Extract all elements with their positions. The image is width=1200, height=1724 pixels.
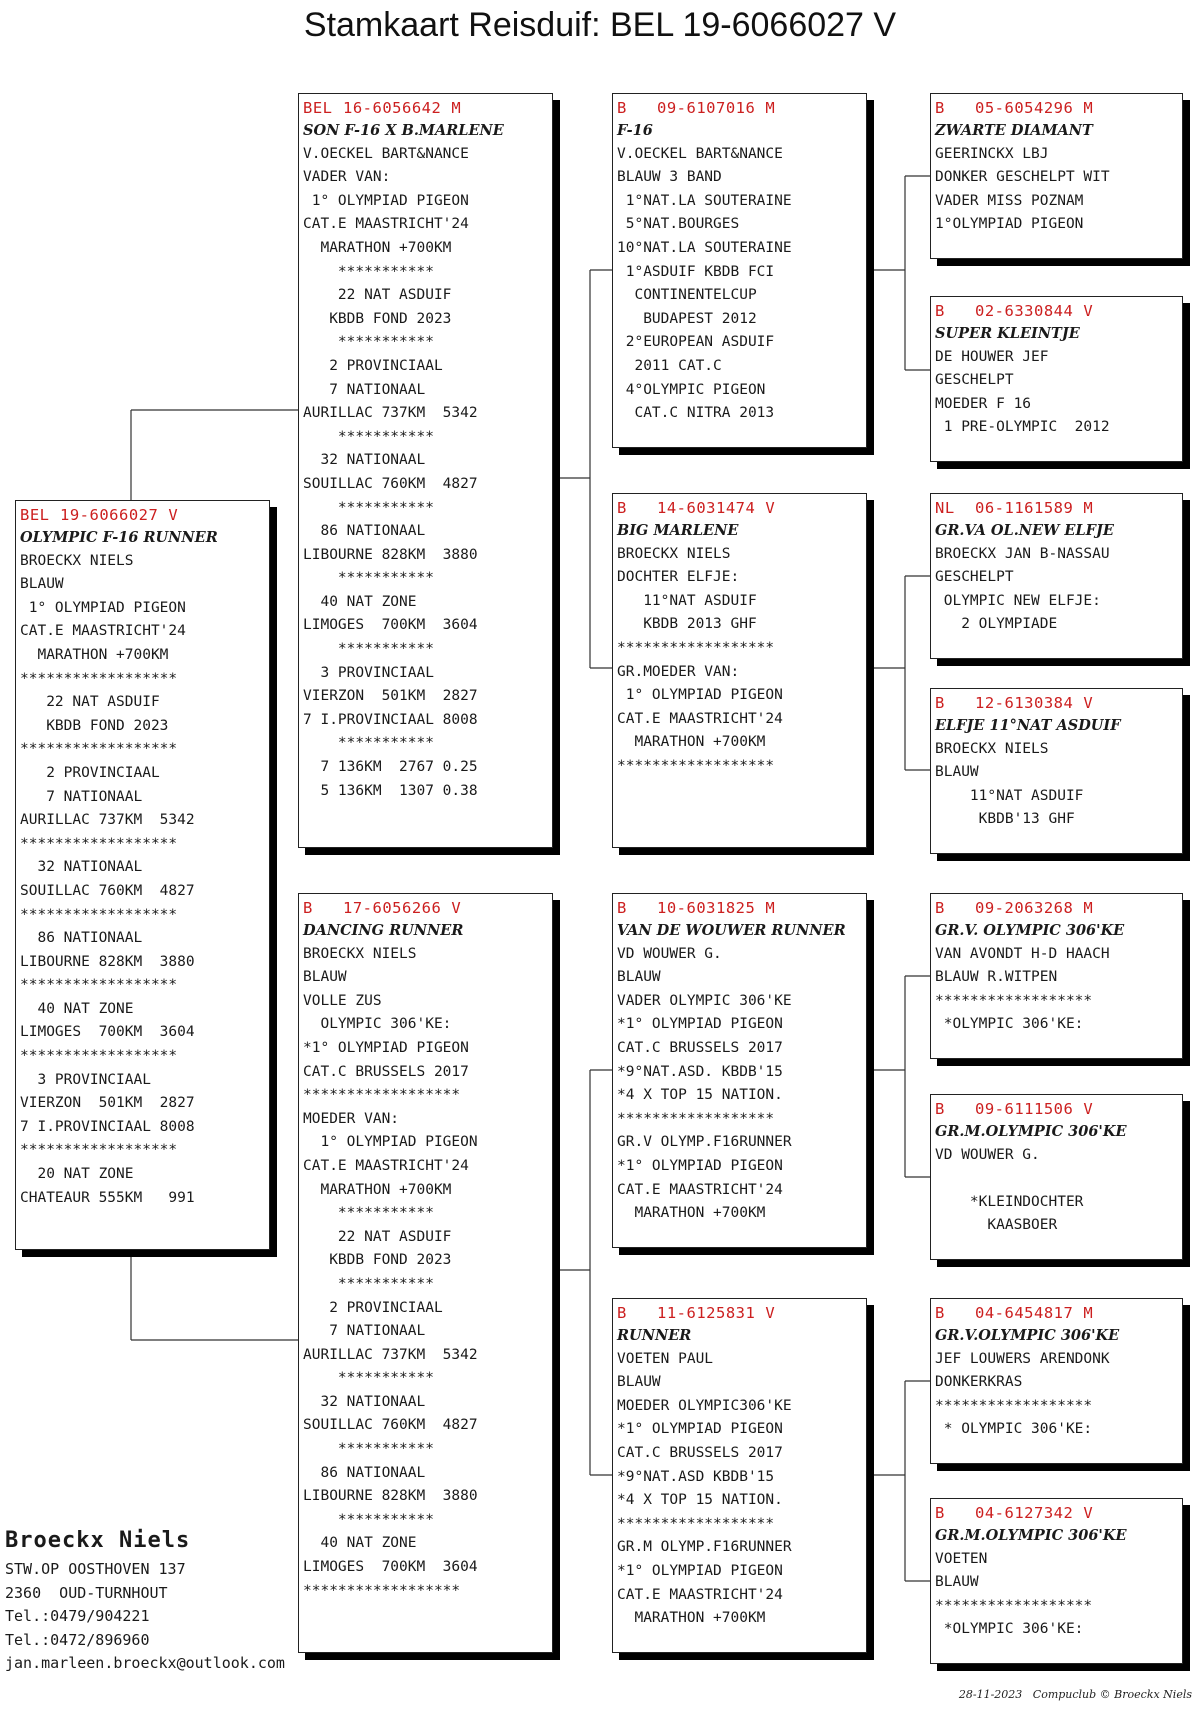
card-line: VOETEN PAUL: [617, 1350, 714, 1367]
ring-sex: V: [1083, 694, 1094, 712]
card-line: 20 NAT ZONE: [20, 1166, 134, 1183]
pigeon-name: GR.V.OLYMPIC 306'KE: [935, 1327, 1120, 1344]
card-line: VIERZON 501KM 2827: [303, 688, 478, 705]
card-line: VADER VAN:: [303, 169, 391, 186]
ring-number: 04-6127342: [975, 1504, 1074, 1522]
card-line: LIMOGES 700KM 3604: [303, 1559, 478, 1576]
pigeon-name: F-16: [617, 122, 653, 139]
ring-country: B: [935, 1304, 945, 1322]
footer-credit: 28-11-2023 Compuclub © Broeckx Niels: [958, 1688, 1192, 1701]
card-line: CONTINENTELCUP: [617, 287, 757, 304]
owner-name: Broeckx Niels: [5, 1528, 191, 1553]
owner-address: STW.OP OOSTHOVEN 137: [5, 1560, 186, 1578]
card-line: KBDB FOND 2023: [303, 310, 452, 327]
ring-country: BEL: [303, 99, 333, 117]
card-line: ***********: [303, 1275, 434, 1292]
card-line: MOEDER F 16: [935, 395, 1032, 412]
ring-header: [20, 504, 265, 526]
card-line: ***********: [303, 263, 434, 280]
card-line: 86 NATIONAAL: [303, 523, 426, 540]
card-line: OLYMPIC NEW ELFJE:: [935, 592, 1101, 609]
card-line: ******************: [20, 741, 178, 758]
card-line: OLYMPIC 306'KE:: [303, 1016, 452, 1033]
card-line: BUDAPEST 2012: [617, 310, 757, 327]
card-line: *OLYMPIC 306'KE:: [935, 1016, 1084, 1033]
pigeon-name: GR.V. OLYMPIC 306'KE: [935, 922, 1125, 939]
card-line: ******************: [617, 757, 775, 774]
card-line: ******************: [303, 1087, 461, 1104]
ring-number: 09-6107016: [657, 99, 756, 117]
pedigree-card-mf: [612, 893, 867, 1248]
ring-header: [935, 1502, 1178, 1524]
pedigree-card-fm: [612, 493, 867, 848]
pedigree-card-mff: [930, 893, 1183, 1059]
pigeon-name: DANCING RUNNER: [303, 922, 464, 939]
card-line: BLAUW: [20, 576, 64, 593]
ring-sex: M: [1083, 899, 1094, 917]
ring-country: B: [617, 899, 627, 917]
card-line: GESCHELPT: [935, 372, 1014, 389]
card-line: 7 136KM 2767 0.25: [303, 759, 478, 776]
ring-number: 16-6056642: [343, 99, 442, 117]
ring-country: B: [935, 1504, 945, 1522]
card-line: LIBOURNE 828KM 3880: [303, 546, 478, 563]
ring-sex: V: [1083, 1504, 1094, 1522]
card-line: 1° OLYMPIAD PIGEON: [617, 687, 783, 704]
ring-sex: V: [1083, 302, 1094, 320]
card-line: ***********: [303, 1441, 434, 1458]
card-line: ***********: [303, 334, 434, 351]
card-line: ******************: [935, 1597, 1093, 1614]
card-line: LIBOURNE 828KM 3880: [303, 1488, 478, 1505]
card-line: BROECKX NIELS: [617, 545, 731, 562]
pigeon-name: OLYMPIC F-16 RUNNER: [20, 529, 218, 546]
ring-header: [935, 692, 1178, 714]
card-line: ******************: [20, 977, 178, 994]
ring-country: B: [617, 1304, 627, 1322]
pigeon-name: GR.M.OLYMPIC 306'KE: [935, 1123, 1127, 1140]
card-line: LIMOGES 700KM 3604: [303, 617, 478, 634]
card-line: ***********: [303, 1370, 434, 1387]
card-line: CAT.C BRUSSELS 2017: [617, 1039, 783, 1056]
card-line: 1° OLYMPIAD PIGEON: [303, 1134, 478, 1151]
ring-sex: M: [765, 99, 776, 117]
card-line: *1° OLYMPIAD PIGEON: [617, 1562, 783, 1579]
ring-country: BEL: [20, 506, 50, 524]
card-line: 40 NAT ZONE: [20, 1000, 134, 1017]
card-line: V.OECKEL BART&NANCE: [303, 145, 469, 162]
ring-number: 02-6330844: [975, 302, 1074, 320]
ring-number: 14-6031474: [657, 499, 756, 517]
card-line: 2 OLYMPIADE: [935, 616, 1058, 633]
ring-country: B: [617, 99, 627, 117]
pigeon-name: BIG MARLENE: [617, 522, 739, 539]
card-line: 32 NATIONAAL: [303, 1393, 426, 1410]
card-line: *1° OLYMPIAD PIGEON: [617, 1016, 783, 1033]
card-line: ***********: [303, 1511, 434, 1528]
ring-header: [617, 497, 862, 519]
card-line: KBDB'13 GHF: [935, 811, 1075, 828]
card-line: ******************: [20, 835, 178, 852]
ring-sex: V: [765, 1304, 776, 1322]
card-line: 2°EUROPEAN ASDUIF: [617, 334, 775, 351]
card-line: * OLYMPIC 306'KE:: [935, 1421, 1093, 1438]
card-line: KAASBOER: [935, 1217, 1058, 1234]
ring-number: 19-6066027: [60, 506, 159, 524]
ring-header: [935, 1302, 1178, 1324]
card-line: V.OECKEL BART&NANCE: [617, 145, 783, 162]
card-line: VOLLE ZUS: [303, 992, 382, 1009]
card-line: VD WOUWER G.: [935, 1146, 1040, 1163]
card-line: AURILLAC 737KM 5342: [303, 1346, 478, 1363]
card-line: 86 NATIONAAL: [303, 1464, 426, 1481]
pedigree-card-subject: [15, 500, 270, 1250]
ring-header: [303, 97, 548, 119]
pedigree-card-fmf: [930, 493, 1183, 659]
ring-country: B: [935, 99, 945, 117]
pigeon-name: RUNNER: [617, 1327, 692, 1344]
card-line: 7 I.PROVINCIAAL 8008: [20, 1118, 195, 1135]
card-line: DONKERKRAS: [935, 1374, 1023, 1391]
card-line: *9°NAT.ASD. KBDB'15: [617, 1063, 783, 1080]
ring-sex: M: [765, 899, 776, 917]
card-line: 1°NAT.LA SOUTERAINE: [617, 192, 792, 209]
ring-header: [617, 97, 862, 119]
card-line: BLAUW: [617, 1374, 661, 1391]
card-line: 1° OLYMPIAD PIGEON: [303, 192, 469, 209]
pedigree-card-father: [298, 93, 553, 848]
ring-country: B: [617, 499, 627, 517]
card-line: MOEDER OLYMPIC306'KE: [617, 1397, 792, 1414]
owner-email: jan.marleen.broeckx@outlook.com: [5, 1654, 285, 1672]
pedigree-card-fff: [930, 93, 1183, 259]
card-line: CAT.E MAASTRICHT'24: [303, 216, 469, 233]
card-line: LIBOURNE 828KM 3880: [20, 953, 195, 970]
card-line: 2 PROVINCIAAL: [303, 357, 443, 374]
pedigree-card-mother: [298, 893, 553, 1653]
pedigree-card-mmf: [930, 1298, 1183, 1464]
card-line: GR.M OLYMP.F16RUNNER: [617, 1539, 792, 1556]
owner-block: [5, 1524, 335, 1676]
card-line: BLAUW 3 BAND: [617, 169, 722, 186]
ring-number: 17-6056266: [343, 899, 442, 917]
card-line: AURILLAC 737KM 5342: [303, 405, 478, 422]
card-line: MARATHON +700KM: [617, 1610, 766, 1627]
card-line: LIMOGES 700KM 3604: [20, 1024, 195, 1041]
card-line: KBDB 2013 GHF: [617, 616, 757, 633]
card-line: CAT.C BRUSSELS 2017: [617, 1444, 783, 1461]
card-line: DE HOUWER JEF: [935, 348, 1049, 365]
ring-country: B: [303, 899, 313, 917]
pedigree-card-ffm: [930, 296, 1183, 462]
ring-sex: M: [1083, 499, 1094, 517]
card-line: 3 PROVINCIAAL: [20, 1071, 151, 1088]
card-line: VAN AVONDT H-D HAACH: [935, 945, 1110, 962]
card-line: GR.V OLYMP.F16RUNNER: [617, 1134, 792, 1151]
card-line: AURILLAC 737KM 5342: [20, 812, 195, 829]
card-line: *1° OLYMPIAD PIGEON: [303, 1039, 469, 1056]
ring-number: 04-6454817: [975, 1304, 1074, 1322]
ring-sex: M: [1083, 1304, 1094, 1322]
card-line: CAT.E MAASTRICHT'24: [303, 1157, 469, 1174]
card-line: CAT.C BRUSSELS 2017: [303, 1063, 469, 1080]
card-line: ***********: [303, 1205, 434, 1222]
pedigree-card-ff: [612, 93, 867, 448]
card-line: ******************: [20, 906, 178, 923]
card-line: BROECKX NIELS: [935, 740, 1049, 757]
card-line: 2 PROVINCIAAL: [20, 764, 160, 781]
card-line: SOUILLAC 760KM 4827: [303, 1417, 478, 1434]
card-line: 1 PRE-OLYMPIC 2012: [935, 419, 1110, 436]
card-line: ******************: [20, 670, 178, 687]
card-line: CAT.E MAASTRICHT'24: [617, 1586, 783, 1603]
card-line: *4 X TOP 15 NATION.: [617, 1492, 783, 1509]
card-line: 11°NAT ASDUIF: [935, 787, 1084, 804]
card-line: BLAUW: [303, 969, 347, 986]
card-line: ******************: [935, 1397, 1093, 1414]
ring-sex: V: [451, 899, 462, 917]
card-line: VADER OLYMPIC 306'KE: [617, 992, 792, 1009]
ring-header: [303, 897, 548, 919]
owner-phone-1: Tel.:0479/904221: [5, 1607, 150, 1625]
ring-country: B: [935, 694, 945, 712]
card-line: CAT.E MAASTRICHT'24: [20, 623, 186, 640]
card-line: VADER MISS POZNAM: [935, 192, 1084, 209]
card-line: BLAUW: [935, 764, 979, 781]
card-line: *KLEINDOCHTER: [935, 1193, 1084, 1210]
card-line: VIERZON 501KM 2827: [20, 1095, 195, 1112]
card-line: ******************: [617, 1110, 775, 1127]
card-line: ***********: [303, 570, 434, 587]
card-line: KBDB FOND 2023: [20, 717, 169, 734]
owner-phone-2: Tel.:0472/896960: [5, 1630, 150, 1649]
ring-header: [935, 97, 1178, 119]
card-line: *9°NAT.ASD KBDB'15: [617, 1468, 775, 1485]
owner-city: 2360 OUD-TURNHOUT: [5, 1583, 168, 1602]
card-line: *1° OLYMPIAD PIGEON: [617, 1421, 783, 1438]
ring-header: [935, 497, 1178, 519]
card-line: MARATHON +700KM: [617, 1205, 766, 1222]
pigeon-name: VAN DE WOUWER RUNNER: [617, 922, 846, 939]
pedigree-card-mfm: [930, 1094, 1183, 1260]
card-line: *4 X TOP 15 NATION.: [617, 1087, 783, 1104]
ring-header: [617, 897, 862, 919]
pigeon-name: GR.M.OLYMPIC 306'KE: [935, 1527, 1127, 1544]
card-line: GR.MOEDER VAN:: [617, 663, 740, 680]
page-title: Stamkaart Reisduif: BEL 19-6066027 V: [303, 6, 897, 44]
card-line: 32 NATIONAAL: [20, 859, 143, 876]
card-line: ***********: [303, 641, 434, 658]
card-line: 40 NAT ZONE: [303, 1535, 417, 1552]
card-line: 7 NATIONAAL: [303, 381, 426, 398]
ring-number: 11-6125831: [657, 1304, 756, 1322]
ring-sex: M: [1083, 99, 1094, 117]
card-line: 2 PROVINCIAAL: [303, 1299, 443, 1316]
card-line: 5°NAT.BOURGES: [617, 216, 740, 233]
pigeon-name: ELFJE 11°NAT ASDUIF: [935, 717, 1121, 734]
ring-header: [617, 1302, 862, 1324]
card-line: MARATHON +700KM: [303, 239, 452, 256]
pedigree-card-fmm: [930, 688, 1183, 854]
card-line: 2011 CAT.C: [617, 357, 722, 374]
card-line: VD WOUWER G.: [617, 945, 722, 962]
card-line: KBDB FOND 2023: [303, 1252, 452, 1269]
ring-number: 06-1161589: [975, 499, 1074, 517]
card-line: 4°OLYMPIC PIGEON: [617, 381, 766, 398]
pigeon-name: SUPER KLEINTJE: [935, 325, 1080, 342]
card-line: JEF LOUWERS ARENDONK: [935, 1350, 1110, 1367]
card-line: 22 NAT ASDUIF: [20, 694, 160, 711]
ring-number: 10-6031825: [657, 899, 756, 917]
ring-header: [935, 300, 1178, 322]
card-line: 1° OLYMPIAD PIGEON: [20, 599, 186, 616]
card-line: CHATEAUR 555KM 991: [20, 1189, 195, 1206]
pigeon-name: SON F-16 X B.MARLENE: [303, 122, 504, 139]
card-line: 5 136KM 1307 0.38: [303, 782, 478, 799]
card-line: *1° OLYMPIAD PIGEON: [617, 1157, 783, 1174]
card-line: GEERINCKX LBJ: [935, 145, 1049, 162]
card-line: 7 NATIONAAL: [20, 788, 143, 805]
card-line: MOEDER VAN:: [303, 1110, 400, 1127]
card-line: MARATHON +700KM: [617, 734, 766, 751]
card-line: ******************: [20, 1142, 178, 1159]
ring-number: 05-6054296: [975, 99, 1074, 117]
card-line: ***********: [303, 499, 434, 516]
ring-country: B: [935, 1100, 945, 1118]
pigeon-name: ZWARTE DIAMANT: [935, 122, 1093, 139]
ring-number: 12-6130384: [975, 694, 1074, 712]
card-line: 86 NATIONAAL: [20, 930, 143, 947]
pedigree-card-mm: [612, 1298, 867, 1653]
card-line: ******************: [935, 992, 1093, 1009]
ring-sex: V: [1083, 1100, 1094, 1118]
ring-country: B: [935, 899, 945, 917]
ring-sex: V: [168, 506, 179, 524]
card-line: BROECKX NIELS: [20, 552, 134, 569]
card-line: BROECKX JAN B-NASSAU: [935, 545, 1110, 562]
card-line: VOETEN: [935, 1550, 988, 1567]
card-line: 22 NAT ASDUIF: [303, 287, 452, 304]
card-line: 10°NAT.LA SOUTERAINE: [617, 239, 792, 256]
ring-number: 09-6111506: [975, 1100, 1074, 1118]
card-line: 7 NATIONAAL: [303, 1323, 426, 1340]
card-line: 3 PROVINCIAAL: [303, 664, 434, 681]
card-line: GESCHELPT: [935, 569, 1014, 586]
card-line: 1°OLYMPIAD PIGEON: [935, 216, 1084, 233]
card-line: 40 NAT ZONE: [303, 593, 417, 610]
pigeon-name: GR.VA OL.NEW ELFJE: [935, 522, 1114, 539]
card-line: ******************: [617, 1515, 775, 1532]
card-line: 1°ASDUIF KBDB FCI: [617, 263, 775, 280]
card-line: 11°NAT ASDUIF: [617, 592, 757, 609]
card-line: BLAUW R.WITPEN: [935, 969, 1058, 986]
card-line: ******************: [20, 1048, 178, 1065]
card-line: ***********: [303, 735, 434, 752]
card-line: BLAUW: [935, 1574, 979, 1591]
ring-header: [935, 897, 1178, 919]
card-line: ***********: [303, 428, 434, 445]
card-line: DOCHTER ELFJE:: [617, 569, 740, 586]
ring-country: B: [935, 302, 945, 320]
card-line: CAT.C NITRA 2013: [617, 405, 775, 422]
card-line: ******************: [303, 1582, 461, 1599]
card-line: MARATHON +700KM: [303, 1181, 452, 1198]
card-line: 22 NAT ASDUIF: [303, 1228, 452, 1245]
card-line: BROECKX NIELS: [303, 945, 417, 962]
ring-country: NL: [935, 499, 955, 517]
card-line: ******************: [617, 639, 775, 656]
ring-sex: V: [765, 499, 776, 517]
card-line: 32 NATIONAAL: [303, 452, 426, 469]
card-line: DONKER GESCHELPT WIT: [935, 169, 1110, 186]
card-line: CAT.E MAASTRICHT'24: [617, 710, 783, 727]
card-line: CAT.E MAASTRICHT'24: [617, 1181, 783, 1198]
card-line: [935, 1167, 1178, 1191]
card-line: SOUILLAC 760KM 4827: [303, 475, 478, 492]
card-line: *OLYMPIC 306'KE:: [935, 1621, 1084, 1638]
card-line: SOUILLAC 760KM 4827: [20, 882, 195, 899]
ring-header: [935, 1098, 1178, 1120]
ring-sex: M: [451, 99, 462, 117]
card-line: MARATHON +700KM: [20, 646, 169, 663]
ring-number: 09-2063268: [975, 899, 1074, 917]
card-line: 7 I.PROVINCIAAL 8008: [303, 711, 478, 728]
pedigree-card-mmm: [930, 1498, 1183, 1664]
card-line: BLAUW: [617, 969, 661, 986]
